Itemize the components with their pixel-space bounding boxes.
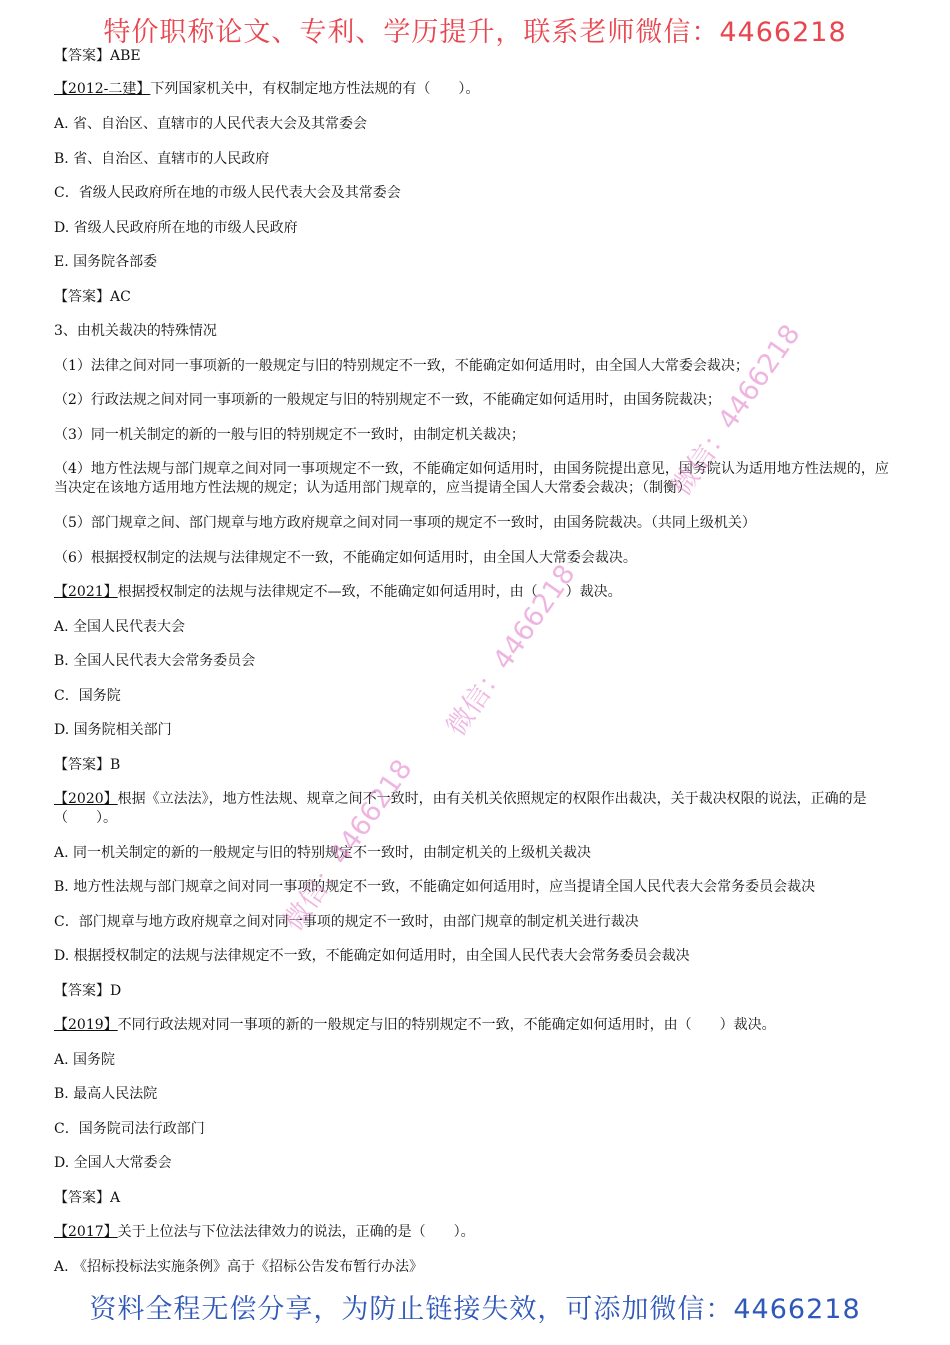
option-b: B. 地方性法规与部门规章之间对同一事项的规定不一致，不能确定如何适用时，应当提请全国人民代表大会常务委员会裁决	[54, 879, 816, 895]
question-tag: 【2021】	[54, 584, 118, 600]
rule-item-2: （2）行政法规之间对同一事项新的一般规定与旧的特别规定不一致，不能确定如何适用时，由国务院裁决；	[54, 392, 721, 408]
option-a: A. 《招标投标法实施条例》高于《招标公告发布暂行办法》	[54, 1259, 424, 1275]
option-e: E. 国务院各部委	[54, 254, 158, 270]
rule-item-5: （5）部门规章之间、部门规章与地方政府规章之间对同一事项的规定不一致时，由国务院裁决。（共同上级机关）	[54, 515, 756, 531]
answer-line: 【答案】A	[54, 1190, 121, 1206]
question-2020: 【2020】根据《立法法》，地方性法规、规章之间不一致时，由有关机关依照规定的权限作出裁决，关于裁决权限的说法，正确的是（ ）。	[54, 791, 867, 826]
question-2019: 【2019】不同行政法规对同一事项的新的一般规定与旧的特别规定不一致，不能确定如何适用时，由（ ）裁决。	[54, 1017, 776, 1033]
option-a: A. 同一机关制定的新的一般规定与旧的特别规定不一致时，由制定机关的上级机关裁决	[54, 845, 592, 861]
top-banner: 特价职称论文、专利、学历提升，联系老师微信：4466218	[103, 17, 847, 48]
option-d: D. 省级人民政府所在地的市级人民政府	[54, 220, 298, 236]
rule-item-4: （4）地方性法规与部门规章之间对同一事项规定不一致，不能确定如何适用时，由国务院提出意见，国务院认为适用地方性法规的，应当决定在该地方适用地方性法规的规定；认为适用部门规章的，应当提请全国人大常委会裁决；（制衡）	[54, 461, 889, 496]
rule-item-1: （1）法律之间对同一事项新的一般规定与旧的特别规定不一致，不能确定如何适用时，由全国人大常委会裁决；	[54, 358, 749, 374]
option-a: A. 国务院	[54, 1052, 116, 1068]
option-a: A. 省、自治区、直辖市的人民代表大会及其常委会	[54, 116, 368, 132]
option-c: C．省级人民政府所在地的市级人民代表大会及其常委会	[54, 185, 401, 201]
watermark: 微信：4466218	[665, 319, 807, 502]
rule-item-6: （6）根据授权制定的法规与法律规定不一致，不能确定如何适用时，由全国人大常委会裁决。	[54, 550, 637, 566]
option-d: D. 国务院相关部门	[54, 722, 172, 738]
section-heading: 3、由机关裁决的特殊情况	[54, 323, 217, 339]
rule-item-3: （3）同一机关制定的新的一般与旧的特别规定不一致时，由制定机关裁决；	[54, 427, 525, 443]
option-c: C．国务院	[54, 688, 121, 704]
option-b: B. 最高人民法院	[54, 1086, 158, 1102]
question-tag: 【2019】	[54, 1017, 118, 1033]
watermark: 微信：4466218	[277, 754, 419, 937]
question-tag: 【2020】	[54, 791, 118, 807]
question-2017: 【2017】关于上位法与下位法法律效力的说法，正确的是（ ）。	[54, 1224, 475, 1240]
watermark: 微信：4466218	[440, 559, 582, 742]
option-c: C．部门规章与地方政府规章之间对同一事项的规定不一致时，由部门规章的制定机关进行裁决	[54, 914, 639, 930]
bottom-banner: 资料全程无偿分享，为防止链接失效，可添加微信：4466218	[89, 1294, 861, 1325]
question-2021: 【2021】根据授权制定的法规与法律规定不—致，不能确定如何适用时，由（ ）裁决。	[54, 584, 622, 600]
option-b: B. 省、自治区、直辖市的人民政府	[54, 151, 270, 167]
question-tag: 【2017】	[54, 1224, 118, 1240]
question-2012: 【2012-二建】下列国家机关中，有权制定地方性法规的有（ ）。	[54, 81, 480, 97]
option-a: A. 全国人民代表大会	[54, 619, 186, 635]
option-b: B. 全国人民代表大会常务委员会	[54, 653, 256, 669]
answer-line: 【答案】AC	[54, 289, 131, 305]
option-c: C．国务院司法行政部门	[54, 1121, 205, 1137]
question-tag: 【2012-二建】	[54, 81, 151, 97]
answer-line: 【答案】ABE	[54, 48, 141, 64]
answer-line: 【答案】B	[54, 757, 121, 773]
option-d: D. 根据授权制定的法规与法律规定不一致，不能确定如何适用时，由全国人民代表大会常务委员会裁决	[54, 948, 690, 964]
option-d: D. 全国人大常委会	[54, 1155, 172, 1171]
answer-line: 【答案】D	[54, 983, 122, 999]
